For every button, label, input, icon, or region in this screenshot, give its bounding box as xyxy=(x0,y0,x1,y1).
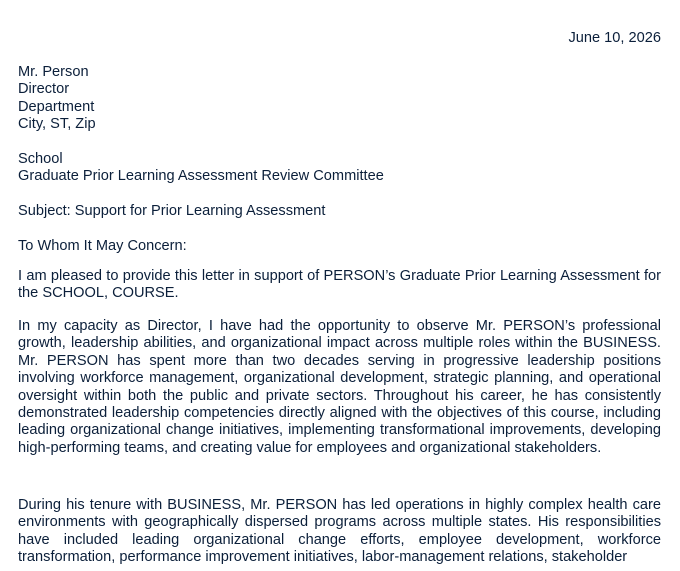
committee-name: Graduate Prior Learning Assessment Review Committee xyxy=(18,168,384,185)
school-name: School xyxy=(18,151,63,167)
body-paragraph-1 xyxy=(18,268,661,303)
subject-line xyxy=(18,203,661,220)
body-paragraph-3 xyxy=(18,497,661,567)
paragraph-text: I am pleased to provide this letter in support of PERSON’s Graduate Prior Learning Assessment for the SCHOOL, COURSE. xyxy=(18,268,661,302)
school-address xyxy=(18,151,661,186)
paragraph-text: During his tenure with BUSINESS, Mr. PERSON has led operations in highly complex health care environments with geographically dispersed programs across multiple states. His responsibilities have included leading organizational change efforts, employee development, workforce transformation, performance improvement initiatives, labor-management relations, stakeholder xyxy=(18,497,661,566)
letter-date: June 10, 2026 xyxy=(568,30,661,46)
body-paragraph-2 xyxy=(18,318,661,457)
subject-text: Subject: Support for Prior Learning Assessment xyxy=(18,203,326,219)
recipient-department: Department xyxy=(18,98,95,115)
paragraph-text: In my capacity as Director, I have had the opportunity to observe Mr. PERSON’s professional growth, leadership abilities, and organizational impact across multiple roles within the BUSINESS. Mr. PERSON has spent more than two decades serving in progressive leadership positions involving workforce management, organizational development, strategic planning, and operational oversight within both the public and private sectors. Throughout his career, he has consistently demonstrated leadership competencies directly aligned with the objectives of this course, including leading organizational change initiatives, implementing transformational improvements, developing high-performing teams, and creating value for employees and organizational stakeholders. xyxy=(18,318,661,456)
recipient-name: Mr. Person xyxy=(18,64,89,80)
recipient-title: Director xyxy=(18,81,70,98)
salutation xyxy=(18,238,661,255)
recipient-city-state-zip: City, ST, Zip xyxy=(18,116,96,133)
salutation-text: To Whom It May Concern: xyxy=(18,238,187,254)
recipient-address xyxy=(18,64,661,134)
